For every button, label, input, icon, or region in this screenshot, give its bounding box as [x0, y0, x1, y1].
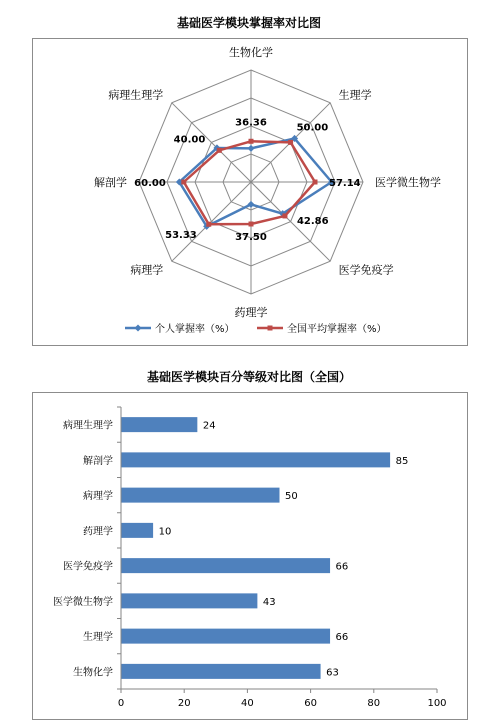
category-label: 病理生理学: [63, 420, 113, 432]
radar-data-label: 50.00: [296, 122, 329, 134]
bar-value-label: 10: [158, 526, 172, 538]
x-tick-label: 40: [241, 698, 254, 709]
radar-point: [249, 139, 254, 144]
radar-chart: [33, 39, 467, 345]
radar-data-label: 42.86: [296, 215, 329, 227]
radar-point: [247, 145, 254, 152]
x-tick-label: 100: [427, 698, 447, 709]
radar-axis-label: 医学微生物学: [375, 176, 441, 189]
radar-point: [206, 222, 211, 227]
x-tick-label: 60: [304, 698, 317, 709]
bar: [122, 664, 321, 679]
category-label: 解剖学: [83, 455, 113, 467]
bar: [122, 488, 280, 503]
radar-point: [312, 180, 317, 185]
bar-value-label: 43: [262, 596, 276, 608]
radar-data-label: 40.00: [173, 134, 206, 146]
radar-data-label: 37.50: [235, 232, 267, 243]
radar-data-label: 53.33: [165, 230, 197, 242]
bar: [122, 417, 198, 432]
radar-axis-label: 病理学: [130, 263, 164, 277]
category-label: 生物化学: [73, 667, 113, 679]
x-tick-label: 0: [117, 698, 125, 709]
category-label: 药理学: [83, 526, 113, 538]
bar: [122, 523, 154, 538]
legend-swatch-marker: [268, 326, 273, 331]
x-tick-label: 20: [177, 698, 191, 709]
bar-value-label: 66: [335, 632, 349, 644]
radar-point: [217, 148, 222, 153]
category-label: 医学免疫学: [63, 561, 113, 573]
radar-point: [181, 180, 186, 185]
bar: [122, 452, 391, 467]
radar-legend: [125, 322, 387, 335]
radar-chart-panel: [32, 38, 468, 346]
legend-label: 全国平均掌握率（%）: [287, 324, 387, 335]
radar-axis-label: 生理学: [338, 88, 372, 102]
bar: [122, 558, 331, 573]
radar-chart-title: 基础医学模块掌握率对比图: [176, 16, 321, 30]
bar-value-label: 66: [335, 561, 349, 573]
bar-value-label: 50: [285, 491, 298, 503]
radar-axis-label: 药理学: [234, 306, 268, 319]
category-label: 病理学: [83, 491, 113, 503]
radar-point: [249, 222, 254, 227]
radar-axis-label: 病理生理学: [108, 88, 164, 102]
radar-data-label: 60.00: [134, 178, 166, 189]
radar-data-label: 57.14: [328, 178, 361, 189]
radar-axis-label: 生物化学: [229, 46, 273, 59]
bar: [122, 629, 331, 644]
category-label: 生理学: [83, 632, 113, 644]
legend-swatch-marker: [134, 324, 141, 331]
bar-chart: [33, 393, 467, 719]
radar-data-label: 36.36: [235, 117, 267, 129]
radar-axis-label: 解剖学: [94, 176, 127, 189]
radar-point: [288, 140, 293, 145]
bar-value-label: 85: [395, 455, 409, 467]
bar-chart-title: 基础医学模块百分等级对比图（全国）: [146, 370, 351, 384]
bar-chart-panel: [32, 392, 468, 720]
radar-axis-label: 医学免疫学: [338, 263, 394, 277]
bar-value-label: 24: [202, 420, 216, 432]
x-tick-label: 80: [367, 698, 381, 709]
bar: [122, 593, 258, 608]
radar-point: [282, 213, 287, 218]
legend-label: 个人掌握率（%）: [155, 324, 235, 335]
category-label: 医学微生物学: [53, 596, 113, 608]
bar-value-label: 63: [326, 667, 339, 679]
